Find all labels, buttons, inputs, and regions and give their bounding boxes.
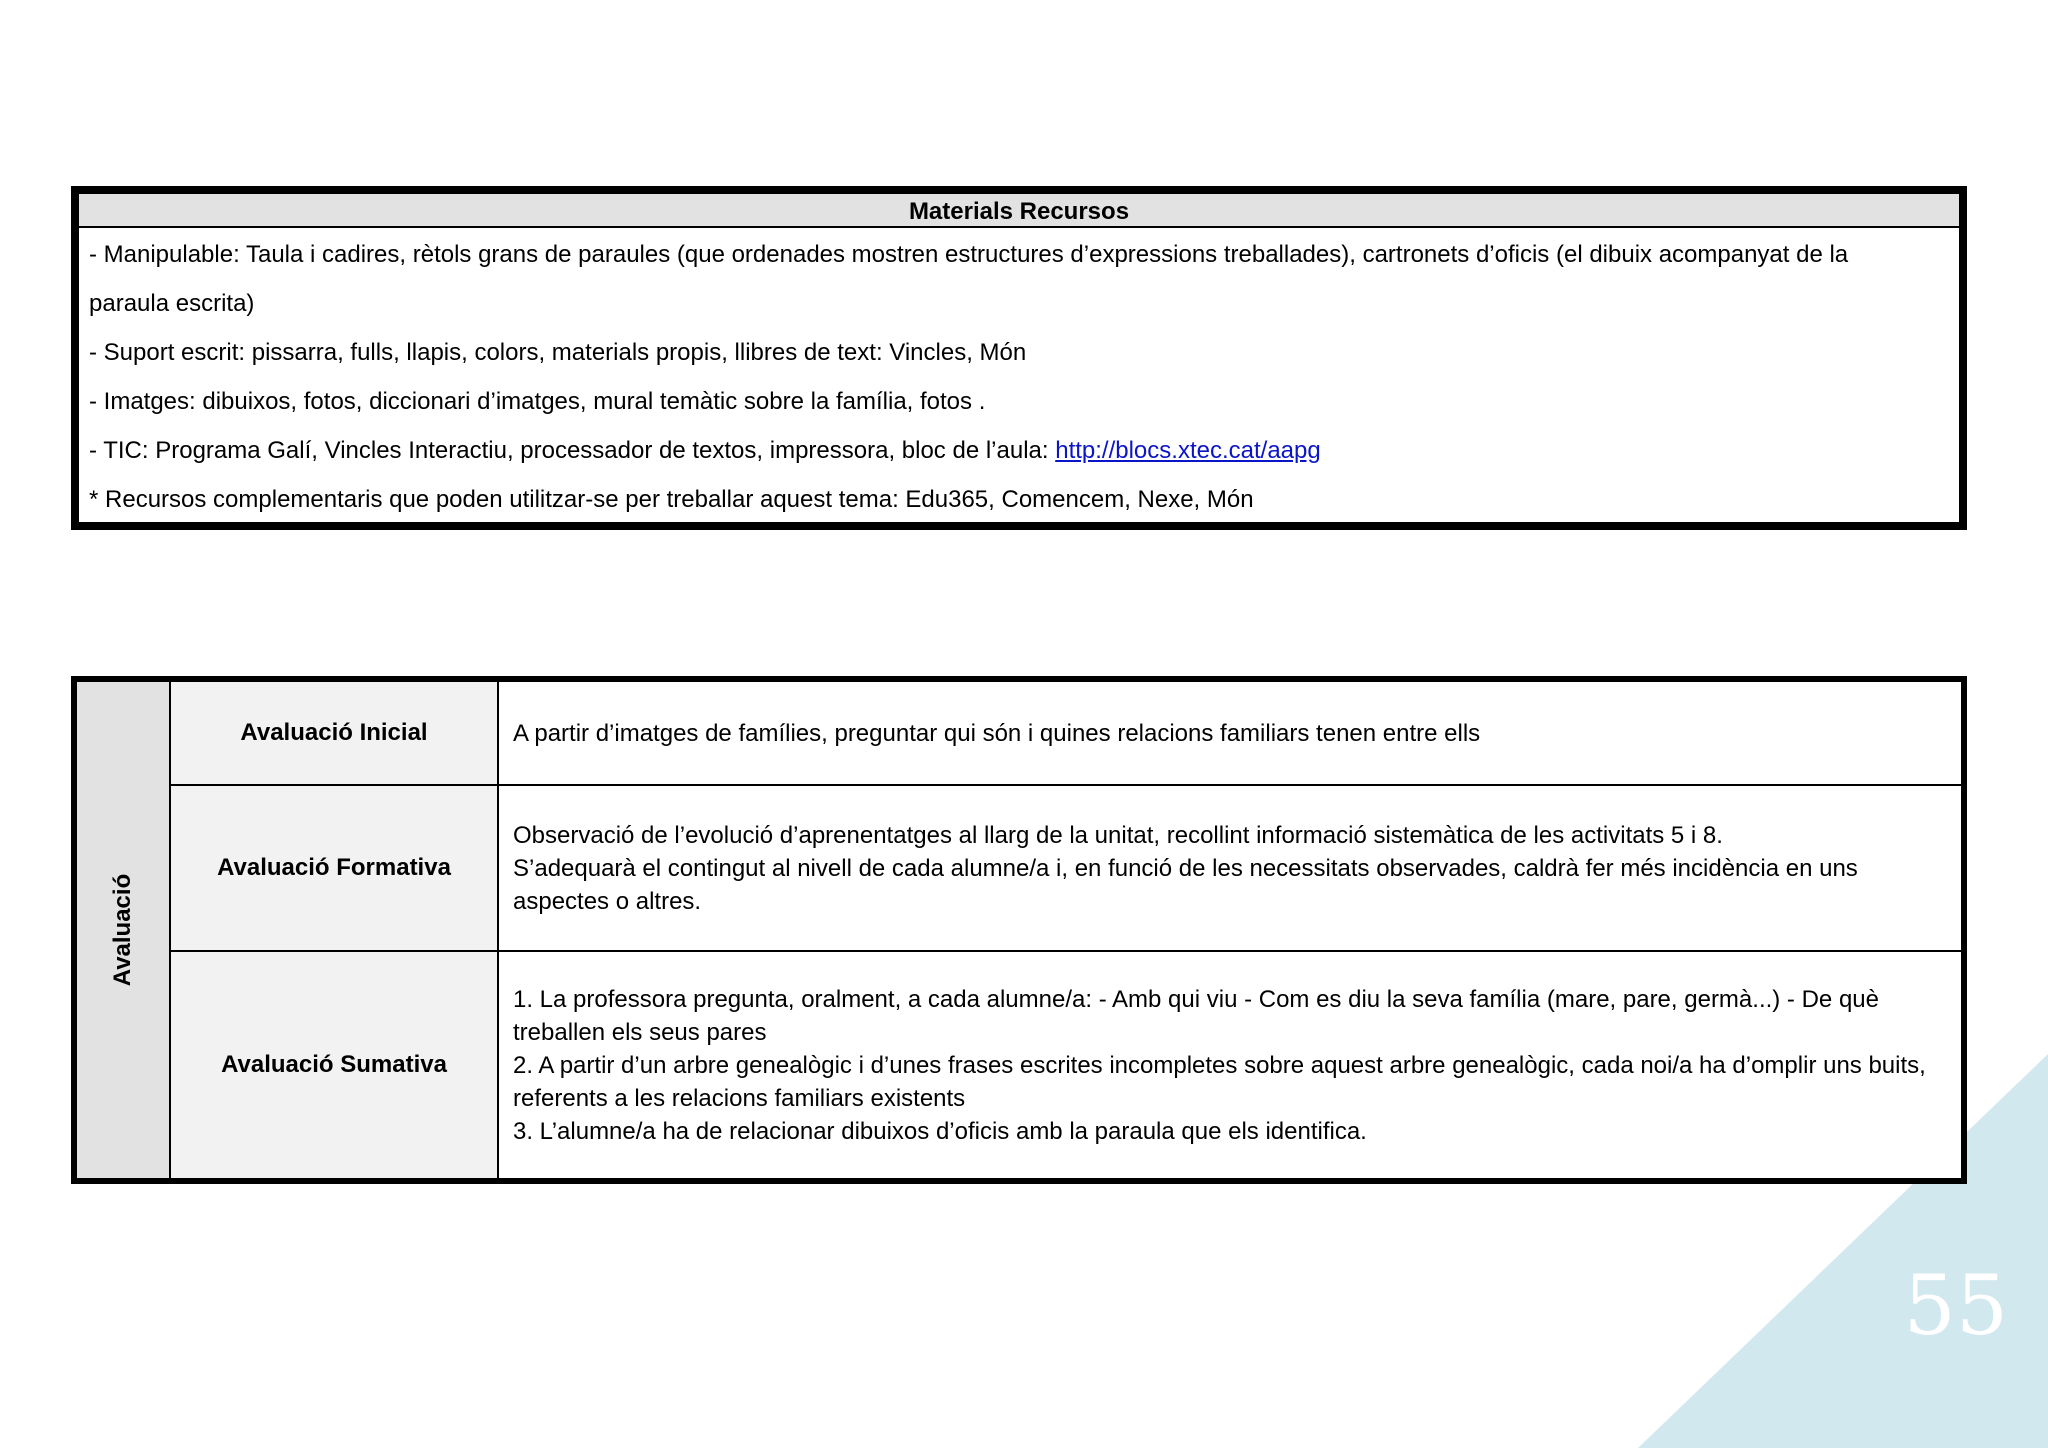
evaluation-row-title: Avaluació Sumativa xyxy=(171,952,499,1178)
materials-line-tic-text: - TIC: Programa Galí, Vincles Interactiu, processador de textos, impressora, bloc de l’aula: xyxy=(89,437,1056,464)
materials-body xyxy=(79,228,1959,524)
evaluation-table xyxy=(71,676,1967,1184)
description-line: Observació de l’evolució d’aprenentatges al llarg de la unitat, recollint informació sistemàtica de les activitats 5 i 8. xyxy=(513,821,1723,849)
materials-line-tic xyxy=(89,426,1949,475)
materials-header: Materials Recursos xyxy=(79,194,1959,228)
description-line: 1. La professora pregunta, oralment, a cada alumne/a: - Amb qui viu - Com es diu la seva família (mare, pare, germà...) - De què treballen els seus pares xyxy=(513,985,1879,1046)
evaluation-side-label: Avaluació xyxy=(109,873,136,987)
evaluation-row-title: Avaluació Inicial xyxy=(171,682,499,784)
evaluation-row-title: Avaluació Formativa xyxy=(171,786,499,950)
description-line: A partir d’imatges de famílies, preguntar qui són i quines relacions familiars tenen entre ells xyxy=(513,719,1481,747)
blog-link[interactable]: http://blocs.xtec.cat/aapg xyxy=(1055,437,1321,464)
materials-line: - Imatges: dibuixos, fotos, diccionari d’imatges, mural temàtic sobre la família, fotos . xyxy=(89,388,986,415)
materials-line: paraula escrita) xyxy=(89,290,255,317)
evaluation-row-formative xyxy=(171,786,1961,952)
evaluation-row-initial xyxy=(171,682,1961,786)
evaluation-rows xyxy=(171,682,1961,1178)
description-line: S’adequarà el contingut al nivell de cada alumne/a i, en funció de les necessitats observades, caldrà fer més incidència en uns aspectes o altres. xyxy=(513,854,1858,915)
evaluation-row-description xyxy=(499,682,1961,784)
materials-line: * Recursos complementaris que poden utilitzar-se per treballar aquest tema: Edu365, Comencem, Nexe, Món xyxy=(89,486,1254,513)
materials-table xyxy=(71,186,1967,530)
description-line: 3. L’alumne/a ha de relacionar dibuixos d’oficis amb la paraula que els identifica. xyxy=(513,1117,1367,1145)
materials-line: - Suport escrit: pissarra, fulls, llapis, colors, materials propis, llibres de text: Vincles, Món xyxy=(89,339,1027,366)
evaluation-row-summative xyxy=(171,952,1961,1178)
page-number: 55 xyxy=(1903,1259,2008,1354)
materials-line: - Manipulable: Taula i cadires, rètols grans de paraules (que ordenades mostren estructures d’expressions treballades), cartronets d’oficis (el dibuix acompanyat de la xyxy=(89,241,1849,268)
evaluation-row-description xyxy=(499,786,1961,950)
evaluation-side-cell xyxy=(77,682,171,1178)
description-line: 2. A partir d’un arbre genealògic i d’unes frases escrites incompletes sobre aquest arbre genealògic, cada noi/a ha d’omplir uns buits, referents a les relacions familiars existents xyxy=(513,1051,1926,1112)
evaluation-row-description xyxy=(499,952,1961,1178)
